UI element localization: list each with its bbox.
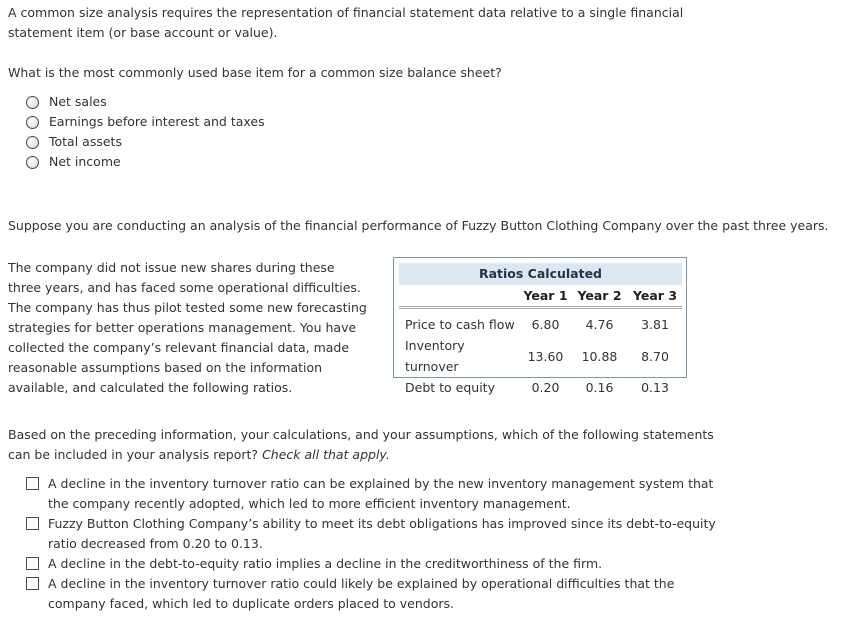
checkbox-label[interactable]: Fuzzy Button Clothing Company’s ability to meet its debt obligations has improved since its debt-to-equity ratio decreased from 0.20 to 0.13. xyxy=(48,516,716,551)
header-blank xyxy=(399,285,520,308)
row-label: Inventory turnover xyxy=(405,338,465,374)
cell-value: 6.80 xyxy=(531,317,560,332)
radio-button[interactable] xyxy=(26,156,39,169)
radio-option-net-sales[interactable] xyxy=(26,92,265,112)
cell-value: 0.20 xyxy=(531,380,560,395)
radio-label[interactable]: Earnings before interest and taxes xyxy=(49,114,265,129)
checkbox[interactable] xyxy=(26,517,39,530)
question2-instruction: Check all that apply. xyxy=(262,447,390,462)
checkbox[interactable] xyxy=(26,557,39,570)
ratios-table-title: Ratios Calculated xyxy=(399,263,682,285)
ratios-header-row xyxy=(399,285,682,308)
scenario-text: Suppose you are conducting an analysis of the financial performance of Fuzzy Button Clothing Company over the past three years. xyxy=(8,218,829,233)
cell-value: 3.81 xyxy=(641,317,669,332)
table-row xyxy=(399,377,682,398)
radio-label[interactable]: Net sales xyxy=(49,94,107,109)
row-label: Price to cash flow xyxy=(405,317,515,332)
radio-option-net-income[interactable] xyxy=(26,152,265,172)
checkbox[interactable] xyxy=(26,477,39,490)
company-description: The company did not issue new shares during these three years, and has faced some operational difficulties. The company has thus pilot tested some new forecasting strategies for better operations management. You have collected the company’s relevant financial data, made reasonable assumptions based on the information available, and calculated the following ratios. xyxy=(8,260,367,395)
table-row xyxy=(399,308,682,336)
radio-option-ebit[interactable] xyxy=(26,112,265,132)
checkbox-option-1[interactable] xyxy=(26,474,726,514)
checkbox-label[interactable]: A decline in the inventory turnover ratio can be explained by the new inventory management system that the company recently adopted, which led to more efficient inventory management. xyxy=(48,476,714,511)
ratios-table-box xyxy=(393,257,687,395)
header-year-1: Year 1 xyxy=(520,285,571,308)
question1-options xyxy=(26,92,265,172)
radio-option-total-assets[interactable] xyxy=(26,132,265,152)
question1-prompt: What is the most commonly used base item for a common size balance sheet? xyxy=(8,65,502,80)
radio-label[interactable]: Total assets xyxy=(49,134,122,149)
checkbox-option-4[interactable] xyxy=(26,574,726,614)
checkbox-label[interactable]: A decline in the inventory turnover ratio could likely be explained by operational difficulties that the company faced, which led to duplicate orders placed to vendors. xyxy=(48,576,675,611)
checkbox-option-3[interactable] xyxy=(26,554,726,574)
row-label: Debt to equity xyxy=(405,380,495,395)
checkbox-label[interactable]: A decline in the debt-to-equity ratio implies a decline in the creditworthiness of the firm. xyxy=(48,556,603,571)
question2-prompt xyxy=(8,425,728,465)
radio-button[interactable] xyxy=(26,96,39,109)
cell-value: 0.16 xyxy=(585,380,614,395)
cell-value: 4.76 xyxy=(585,317,614,332)
header-year-3: Year 3 xyxy=(628,285,682,308)
radio-label[interactable]: Net income xyxy=(49,154,121,169)
ratios-table xyxy=(399,285,682,398)
question2-prompt-text: Based on the preceding information, your calculations, and your assumptions, which of the following statements can be included in your analysis report? xyxy=(8,427,714,462)
cell-value: 0.13 xyxy=(641,380,669,395)
intro-text: A common size analysis requires the representation of financial statement data relative to a single financial statement item (or base account or value). xyxy=(8,5,684,40)
table-row xyxy=(399,335,682,377)
checkbox[interactable] xyxy=(26,577,39,590)
radio-button[interactable] xyxy=(26,136,39,149)
question2-options xyxy=(26,474,726,614)
radio-button[interactable] xyxy=(26,116,39,129)
header-year-2: Year 2 xyxy=(571,285,628,308)
cell-value: 10.88 xyxy=(581,348,618,364)
checkbox-option-2[interactable] xyxy=(26,514,726,554)
cell-value: 13.60 xyxy=(527,348,564,364)
cell-value: 8.70 xyxy=(641,348,669,364)
